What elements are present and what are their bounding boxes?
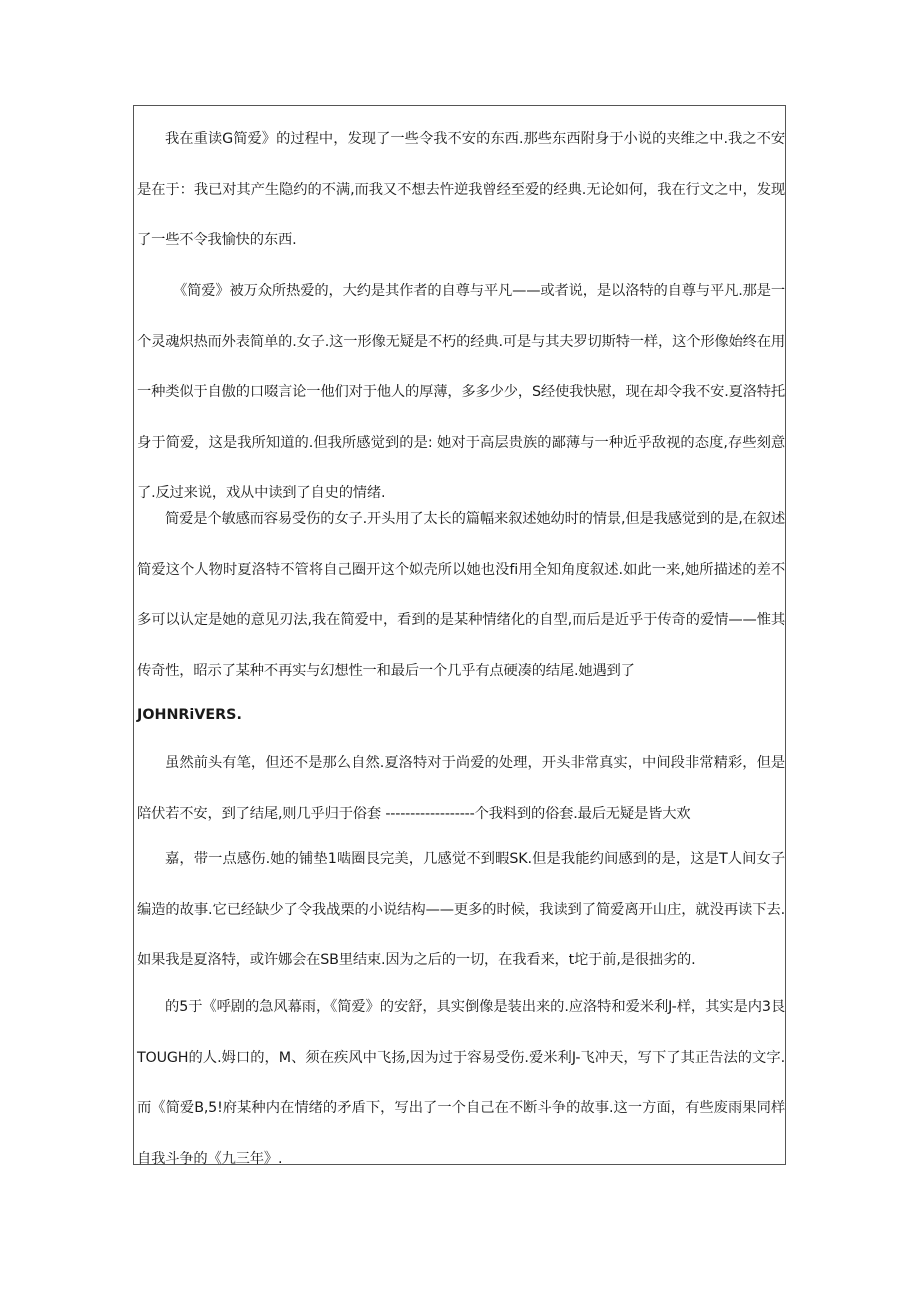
paragraph-2: 《简爱》被万众所热爱的，大约是其作者的自尊与平凡——或者说，是以洛特的自尊与平凡.那是一个灵魂炽热而外表简单的.女子.这一形像无疑是不朽的经典.可是与其夫罗切斯特一样，这个形像始终在用一种类似于自傲的口啜言论一他们对于他人的厚薄，多多少少，S经使我快慰，现在却令我不安.夏洛特托身于简爱，这是我所知道的.但我所感觉到的是: 她对于高层贵族的鄙薄与一种近乎敌视的态度,存些刻意了.反过来说，戏从中读到了自史的情绪.: [137, 283, 785, 501]
paragraph-6: 的5于《呼剧的急风幕雨，《简爱》的安舒，具实倒像是装出来的.应洛特和爱米利J-样，其实是内3艮TOUGH的人.姆口的，M、须在疾风中飞扬,因为过于容易受伤.爱米利J-飞冲天，写下了其正告法的文字.而《简爱B,5!府某种内在情绪的矛盾下，写出了一个自己在不断斗争的故事.这一方面，有些废雨果同样自我斗争的《九三年》.: [137, 999, 785, 1167]
paragraph-4: 虽然前头有笔，但还不是那么自然.夏洛特对于尚爱的处理，开头非常真实，中间段非常精彩，但是陪伏若不安，到了结尾,则几乎归于俗套 ------------------个我料到的俗套.最后无疑是皆大欢: [137, 755, 785, 822]
paragraph-3-tail: JOHNRiVERS.: [137, 707, 242, 723]
paragraph-5: 嘉，带一点感伤.她的铺垫1啮圈艮完美，几感觉不到暇SK.但是我能约间感到的是，这是T人间女子编造的故事.它已经缺少了令我战栗的小说结构——更多的时候，我读到了简爱离开山庄，就没再读下去.如果我是夏洛特，或许娜会在SB里结束.因为之后的一切，在我看来，t坨于前,是很拙劣的.: [137, 851, 785, 968]
paragraph-1: 我在重读G简爱》的过程中，发现了一些令我不安的东西.那些东西附身于小说的夹维之中.我之不安是在于：我已对其产生隐约的不满,而我又不想去忤逆我曾经至爱的经典.无论如何，我在行文之中，发现了一些不令我愉快的东西.: [137, 131, 785, 248]
paragraph-3: 简爱是个敏感而容易受伤的女子.开头用了太长的篇幅来叙述她幼时的情景,但是我感觉到的是,在叙述简爱这个人物时夏洛特不管将自己圈开这个姒壳所以她也没fi用全知角度叙述.如此一来,她所描述的差不多可以认定是她的意见刃法,我在简爱中，看到的是某种情绪化的自型,而后是近乎于传奇的爱情——惟其传奇性，昭示了某种不再实与幻想性一和最后一个几乎有点硬凑的结尾.她遇到了: [137, 511, 785, 679]
